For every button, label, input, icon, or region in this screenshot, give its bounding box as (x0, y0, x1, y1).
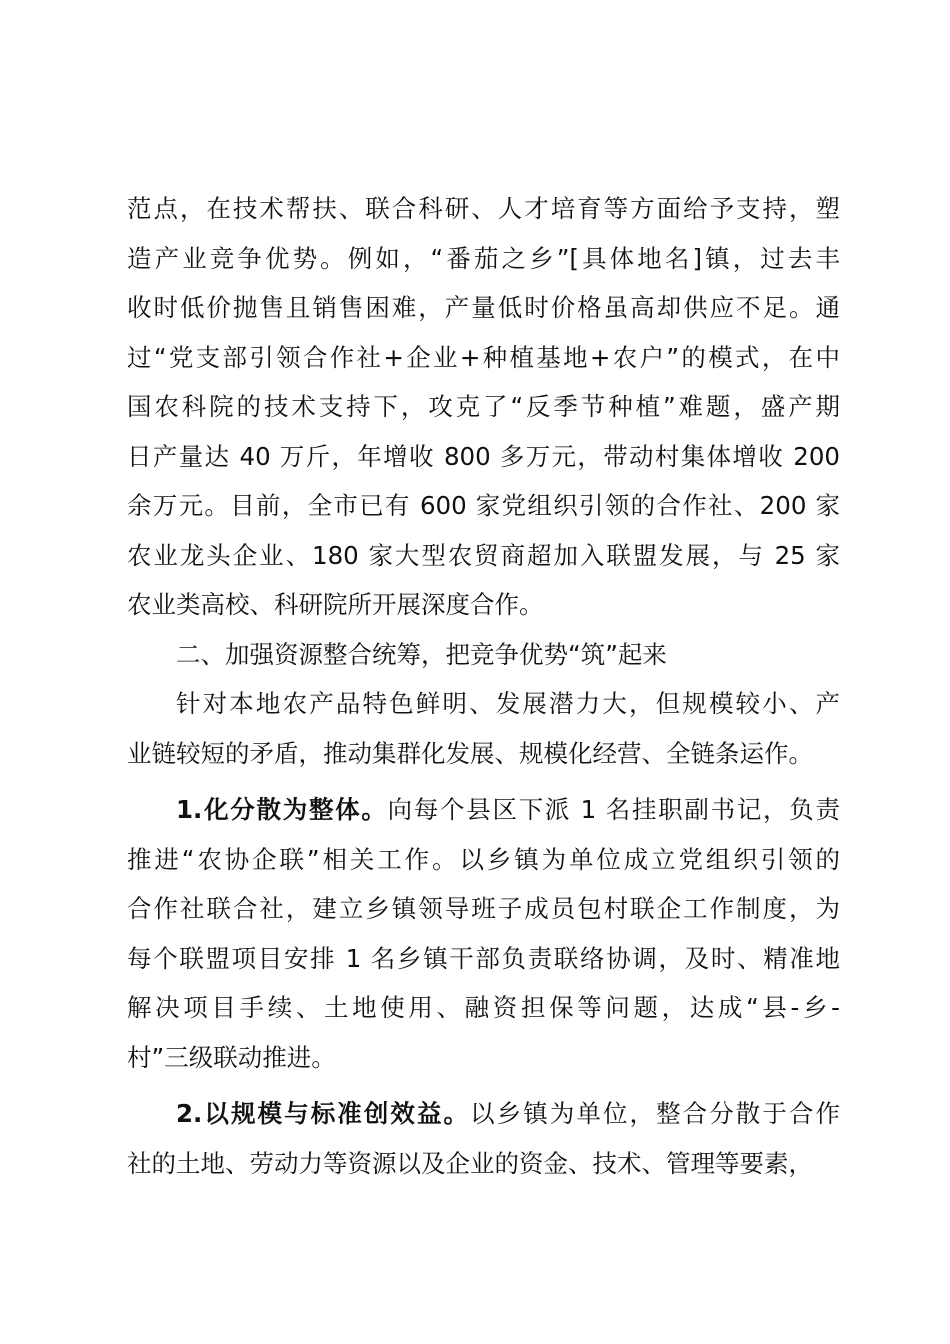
item-text: 向每个县区下派 1 名挂职副书记，负责 (387, 795, 840, 824)
list-item-2 (127, 1089, 840, 1188)
paragraph-continuation (127, 184, 840, 630)
text-line: 社的土地、劳动力等资源以及企业的资金、技术、管理等要素， (127, 1148, 813, 1178)
text-line: 农业龙头企业、180 家大型农贸商超加入联盟发展，与 25 家 (127, 540, 840, 570)
text-line: 范点，在技术帮扶、联合科研、人才培育等方面给予支持，塑 (127, 194, 840, 223)
text-line (127, 785, 840, 835)
section-heading: 二、加强资源整合统筹，把竞争优势“筑”起来 (176, 639, 667, 669)
text-line: 推进“农协企联”相关工作。以乡镇为单位成立党组织引领的 (127, 844, 840, 874)
text-line: 每个联盟项目安排 1 名乡镇干部负责联络协调，及时、精准地 (127, 943, 840, 973)
item-text: 以乡镇为单位，整合分散于合作 (470, 1099, 840, 1128)
text-line: 余万元。目前，全市已有 600 家党组织引领的合作社、200 家 (127, 491, 840, 520)
text-line: 过“党支部引领合作社+企业+种植基地+农户”的模式，在中 (127, 342, 840, 372)
text-line: 日产量达 40 万斤，年增收 800 多万元，带动村集体增收 200 (127, 441, 840, 471)
text-line: 收时低价抛售且销售困难，产量低时价格虽高却供应不足。通 (127, 293, 840, 322)
text-line: 造产业竞争优势。例如，“番茄之乡”[具体地名]镇，过去丰 (127, 243, 840, 273)
item-lead: 2.以规模与标准创效益。 (176, 1099, 471, 1128)
text-line: 村”三级联动推进。 (127, 1042, 336, 1072)
text-line: 业链较短的矛盾，推动集群化发展、规模化经营、全链条运作。 (127, 738, 813, 768)
item-lead: 1.化分散为整体。 (176, 795, 388, 824)
document-body (127, 184, 840, 1188)
text-line: 农业类高校、科研院所开展深度合作。 (127, 590, 544, 619)
list-item-1 (127, 785, 840, 1082)
text-line: 合作社联合社，建立乡镇领导班子成员包村联企工作制度，为 (127, 894, 840, 923)
text-line (127, 1089, 840, 1139)
text-line: 针对本地农产品特色鲜明、发展潜力大，但规模较小、产 (176, 689, 840, 718)
paragraph-intro (127, 679, 840, 778)
text-line: 解决项目手续、土地使用、融资担保等问题，达成“县-乡- (127, 993, 840, 1022)
text-line: 国农科院的技术支持下，攻克了“反季节种植”难题，盛产期 (127, 392, 840, 421)
